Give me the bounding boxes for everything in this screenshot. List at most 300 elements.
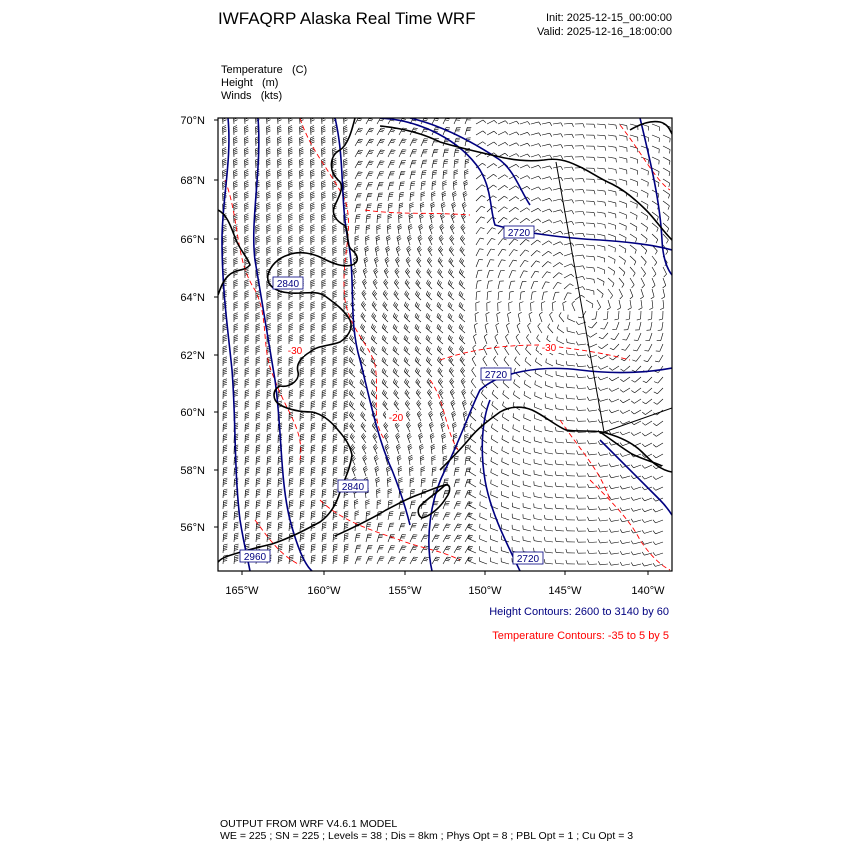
wind-barb-flag [278,313,282,314]
wind-barb [437,360,443,366]
wind-barb-flag [403,139,407,140]
wind-barb-flag [267,215,271,216]
wind-barb [355,226,356,234]
wind-barb-flag [610,296,612,299]
wind-barb-flag [300,392,304,393]
wind-barb [459,338,465,344]
wind-barb-flag [223,428,227,429]
wind-barb-flag [223,384,227,385]
wind-barb [485,325,487,333]
wind-barb [509,207,515,212]
wind-barb-flag [398,224,402,226]
wind-barb [520,250,525,256]
wind-barb [553,263,560,268]
wind-barb-flag [594,157,595,161]
wind-barb [393,372,399,377]
wind-barb-flag [245,215,249,216]
wind-barb-flag [246,489,250,490]
wind-barb-flag [278,371,282,372]
wind-barb-flag [410,470,414,472]
wind-barb-flag [350,347,352,351]
wind-barb-flag [355,229,359,230]
wind-barb-flag [267,404,271,405]
wind-barb-flag [322,127,326,129]
wind-barb-flag [354,501,358,503]
wind-barb-flag [453,433,457,435]
wind-barb [502,417,509,421]
wind-barb-flag [437,324,439,328]
wind-barb-flag [267,445,271,446]
wind-barb-flag [322,274,326,275]
wind-barb-flag [267,307,271,308]
wind-barb-flag [538,323,541,326]
wind-barb-flag [462,249,464,252]
wind-barb-flag [550,188,552,191]
wind-barb [377,161,380,168]
wind-barb-flag [311,281,315,282]
wind-barb-flag [223,414,227,415]
wind-barb-flag [451,282,453,286]
wind-barb-flag [566,461,567,465]
wind-barb-flag [609,474,611,478]
wind-barb [586,289,594,291]
wind-barb [387,479,388,487]
wind-barb-flag [376,481,380,483]
wind-barb-flag [311,228,315,229]
wind-barb-flag [453,424,457,426]
wind-barb-flag [481,390,483,394]
wind-barb [542,177,550,179]
wind-barb-flag [300,428,304,429]
wind-barb [415,361,421,366]
wind-barb-flag [311,270,315,271]
wind-barb-flag [432,469,436,470]
wind-barb [612,388,619,391]
wind-barb-flag [466,445,470,446]
wind-barb-flag [245,203,249,204]
wind-barb-flag [289,379,293,380]
wind-barb-flag [454,163,458,164]
wind-barb [410,501,412,509]
wind-barb-flag [362,424,364,427]
wind-barb-flag [234,162,238,164]
wind-barb-flag [322,390,326,391]
wind-barb [619,256,626,261]
wind-barb-flag [344,349,348,350]
wind-barb [509,271,512,278]
wind-barb-flag [471,378,473,381]
wind-barb [399,193,400,201]
wind-barb-flag [322,359,326,360]
wind-barb-flag [245,460,249,461]
wind-barb-flag [452,411,455,413]
wind-barb [564,232,572,234]
wind-barb-flag [424,119,428,120]
wind-barb [641,256,646,262]
wind-barb-flag [289,393,293,394]
wind-barb-flag [399,215,403,217]
wind-barb [538,326,542,333]
wind-barb [531,251,537,257]
wind-barb [608,124,616,125]
wind-barb-flag [289,186,293,188]
wind-barb-flag [412,142,416,143]
wind-barb [506,325,509,333]
wind-barb-flag [278,159,282,161]
wind-barb-flag [356,225,360,226]
wind-barb [619,289,623,296]
wind-barb-flag [344,412,348,413]
wind-barb-flag [278,505,282,506]
wind-barb-flag [344,351,348,352]
wind-barb-flag [234,217,238,218]
wind-barb-flag [223,348,227,349]
wind-barb-flag [267,225,271,226]
wind-barb-flag [223,502,227,503]
wind-barb-flag [223,324,227,325]
wind-barb [567,399,575,400]
wind-barb-flag [300,241,304,242]
wind-barb [278,182,279,190]
wind-barb-flag [322,493,326,494]
wind-barb-flag [389,500,393,501]
wind-barb [498,175,505,179]
wind-barb-flag [371,346,373,350]
wind-barb [556,442,564,443]
wind-barb-flag [473,345,476,348]
wind-barb-flag [300,371,304,372]
wind-barb-flag [357,131,361,132]
wind-barb-flag [267,326,271,327]
wind-barb-flag [455,159,459,160]
wind-barb-flag [278,318,282,319]
wind-barb-flag [549,209,552,212]
wind-barb-flag [344,149,348,151]
wind-barb-flag [245,316,249,317]
wind-barb [480,438,487,443]
wind-barb-flag [278,206,282,207]
wind-barb-flag [376,237,380,239]
wind-barb-flag [300,426,304,427]
wind-barb-flag [505,153,508,156]
wind-barb-flag [598,347,601,349]
wind-barb-flag [311,140,315,142]
wind-barb-flag [245,483,249,484]
wind-barb-flag [539,144,541,147]
wind-barb-flag [322,291,326,292]
wind-barb [531,144,539,146]
wind-barb-flag [409,455,413,457]
wind-barb-flag [366,501,370,502]
wind-barb [493,359,498,366]
wind-barb-flag [407,337,409,341]
wind-barb-flag [267,491,271,492]
wind-barb-flag [410,480,414,481]
wind-barb [597,278,604,282]
wind-barb [514,383,520,388]
wind-barb-flag [322,428,326,429]
wind-barb [534,463,542,465]
wind-barb [361,327,367,333]
wind-barb-flag [223,340,227,341]
wind-barb-flag [267,324,271,325]
wind-barb-flag [409,448,412,450]
wind-barb [646,388,652,393]
wind-barb-flag [607,308,610,310]
wind-barb-flag [384,292,386,295]
wind-barb [635,388,641,393]
wind-barb-flag [311,259,315,260]
wind-barb [476,131,483,135]
wind-barb-flag [598,377,601,380]
wind-barb-flag [404,379,406,383]
wind-barb-flag [245,392,249,393]
wind-barb-flag [289,230,293,231]
wind-barb-flag [356,218,360,219]
wind-barb-flag [256,494,260,495]
wind-barb-flag [300,491,304,492]
wind-barb-flag [289,270,293,271]
wind-barb-flag [289,208,293,209]
wind-barb-flag [344,425,348,426]
wind-barb [616,322,619,330]
wind-barb [641,223,648,228]
wind-barb-flag [321,137,325,139]
wind-barb-flag [267,129,271,131]
wind-barb-flag [267,417,271,418]
wind-barb-flag [561,210,563,213]
wind-barb-flag [374,270,377,273]
wind-barb-flag [333,478,337,479]
wind-barb-flag [380,162,384,163]
wind-barb [350,426,355,432]
wind-barb-flag [407,433,410,436]
wind-barb [432,149,434,157]
wind-barb-flag [393,368,395,372]
wind-barb-flag [278,494,282,495]
wind-barb-flag [407,248,410,251]
wind-barb-flag [322,393,326,394]
wind-barb [244,138,245,146]
wind-barb [421,182,422,190]
wind-barb-flag [289,181,293,182]
wind-barb-flag [333,494,337,495]
wind-barb-flag [396,392,398,396]
wind-barb-flag [322,252,326,253]
wind-barb [476,185,482,190]
wind-barb [509,218,515,223]
wind-barb [597,201,605,202]
wind-barb [465,491,468,498]
wind-barb-flag [300,415,304,416]
wind-barb [443,171,444,179]
wind-barb-flag [642,498,645,501]
wind-barb-flag [333,382,337,383]
wind-barb-flag [386,260,389,263]
wind-barb [630,135,638,137]
wind-barb-flag [513,391,514,395]
wind-barb [622,498,630,500]
wind-barb-flag [376,248,380,250]
wind-barb-flag [648,319,652,320]
wind-barb-flag [406,281,408,284]
wind-barb-flag [343,115,347,117]
wind-barb-flag [461,347,463,351]
wind-barb-flag [361,313,363,316]
wind-barb-flag [245,359,249,360]
wind-barb-flag [278,197,282,199]
wind-barb-flag [223,505,227,506]
wind-barb-flag [492,413,493,417]
wind-barb-flag [311,307,315,308]
wind-barb-flag [349,401,351,405]
wind-barb-flag [426,357,428,361]
wind-barb-flag [267,193,271,195]
wind-barb-flag [333,436,337,437]
wind-barb-flag [433,480,437,481]
wind-barb [492,405,498,410]
wind-barb-flag [449,281,451,285]
wind-barb-flag [451,400,454,403]
wind-barb-flag [472,367,475,370]
wind-barb-flag [407,392,409,395]
wind-barb [377,172,380,179]
wind-barb-flag [256,504,260,505]
wind-barb [597,146,605,147]
wind-barb-flag [245,217,249,218]
wind-barb [491,461,498,465]
wind-barb-flag [548,251,551,253]
wind-barb [542,292,544,300]
wind-barb [523,485,531,487]
wind-barb-flag [300,502,304,503]
wind-barb-flag [382,313,384,317]
wind-barb [222,127,223,135]
wind-barb-flag [278,324,282,325]
wind-barb-flag [256,346,260,347]
wind-barb-flag [413,130,417,131]
wind-barb-flag [353,282,356,285]
wind-barb-flag [550,177,552,180]
wind-barb-flag [300,483,304,484]
wind-barb [586,267,594,268]
wind-barb-flag [422,183,426,184]
wind-barb-flag [667,229,669,233]
wind-barb-flag [367,216,371,217]
wind-barb-flag [454,172,458,173]
wind-barb-flag [464,413,467,415]
wind-barb [448,284,454,289]
wind-barb [289,160,290,168]
wind-barb [223,501,224,509]
wind-barb-flag [311,373,315,374]
wind-barb-flag [234,505,238,506]
wind-barb-flag [322,270,326,271]
wind-barb [372,316,377,322]
wind-barb-flag [583,266,585,270]
wind-barb-flag [311,382,315,383]
wind-barb-flag [234,302,238,303]
wind-barb [427,283,433,289]
wind-barb-flag [548,262,552,264]
wind-barb-flag [449,292,451,296]
wind-barb-flag [322,225,326,226]
wind-barb-flag [393,346,395,350]
wind-barb-flag [406,380,408,384]
wind-barb-flag [429,337,431,341]
wind-barb-flag [640,297,643,299]
wind-barb-flag [482,195,486,197]
wind-barb-flag [300,270,304,271]
wind-barb-flag [481,206,485,208]
wind-barb-flag [399,205,403,206]
wind-barb [454,149,456,157]
wind-barb [611,421,619,424]
wind-barb-flag [322,335,326,336]
wind-barb [245,490,246,498]
wind-barb-flag [366,500,370,501]
wind-barb-flag [289,291,293,292]
wind-barb-flag [344,346,348,347]
wind-barb-flag [267,173,271,174]
wind-barb-flag [344,426,348,427]
wind-barb-flag [620,421,623,424]
wind-barb [520,239,526,245]
wind-barb-flag [322,151,326,153]
wind-barb [545,453,553,455]
wind-barb-flag [322,138,326,140]
wind-barb [267,490,268,498]
wind-barb-flag [267,504,271,505]
wind-barb-flag [267,329,271,330]
wind-barb [502,428,509,432]
wind-barb-flag [333,437,337,438]
wind-barb-flag [256,338,260,339]
wind-barb-flag [587,408,589,412]
wind-barb [556,398,564,400]
wind-barb-flag [311,469,315,470]
wind-barb-flag [223,131,227,133]
wind-barb-flag [223,360,227,361]
wind-barb-flag [622,284,624,287]
wind-barb-flag [322,248,326,249]
wind-barb-flag [267,142,271,144]
wind-barb-flag [462,293,464,297]
wind-barb-flag [450,235,453,238]
wind-barb [630,212,637,216]
wind-barb-flag [278,248,282,249]
wind-barb-flag [223,239,227,240]
wind-barb-flag [256,493,260,494]
wind-barb-flag [539,122,541,125]
wind-barb-flag [278,204,282,206]
wind-barb-flag [223,140,227,142]
wind-barb-flag [311,160,315,162]
wind-barb-flag [431,437,434,439]
wind-barb [344,171,345,179]
wind-barb-flag [300,296,304,297]
wind-barb-flag [333,140,337,142]
wind-barb-flag [245,252,249,253]
wind-barb [553,188,561,190]
wind-barb-flag [300,192,304,193]
wind-barb-flag [383,369,385,373]
wind-barb-flag [462,304,464,308]
wind-barb-flag [526,346,528,350]
wind-barb-flag [333,193,337,195]
wind-barb-flag [234,131,238,133]
wind-barb-flag [541,302,545,304]
